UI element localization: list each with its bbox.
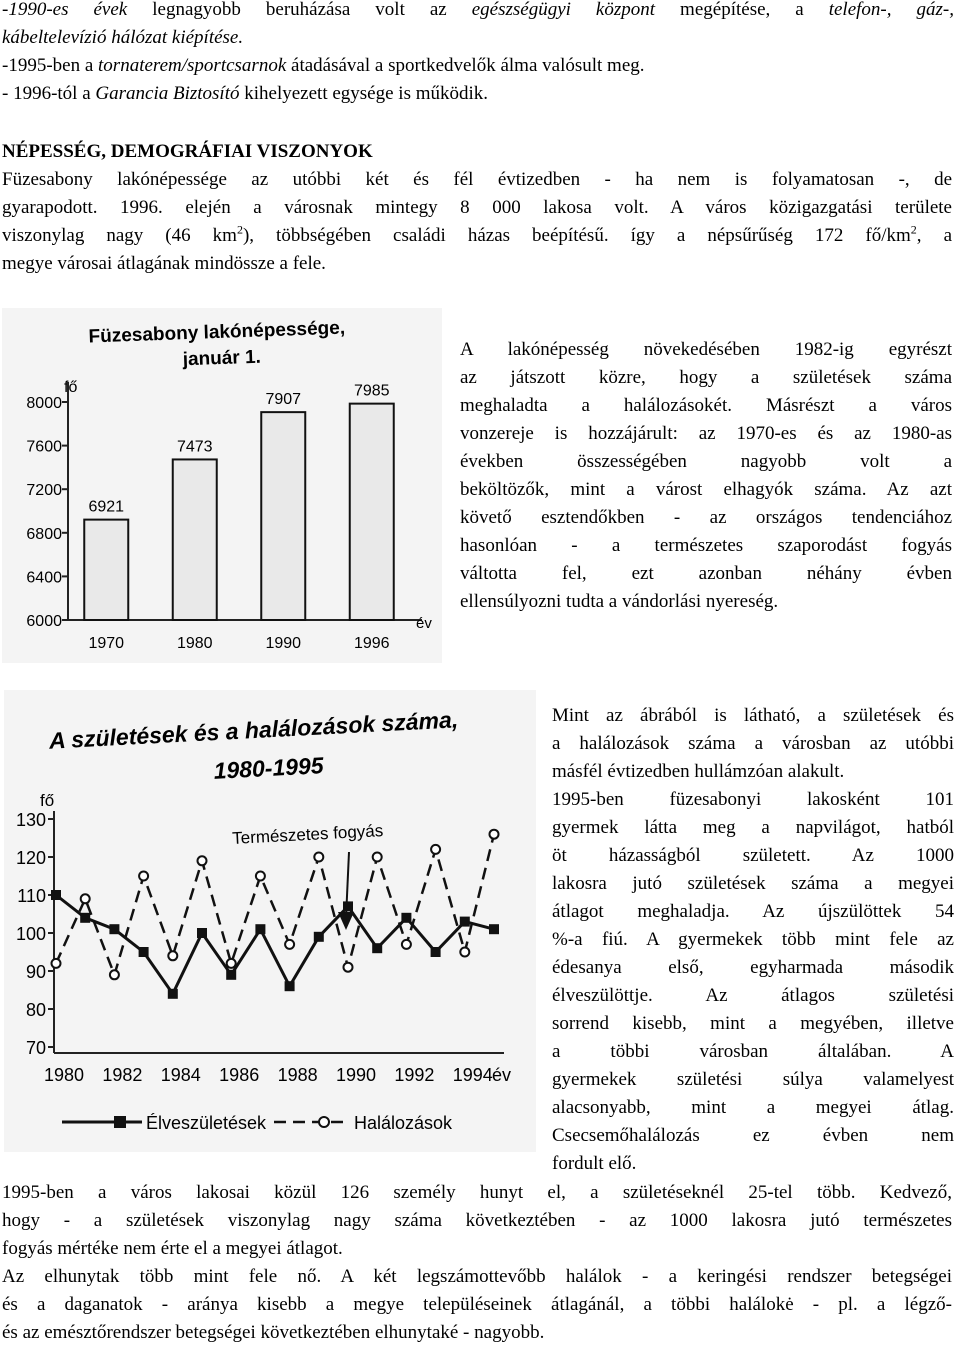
y-tick-label: 8000 bbox=[26, 395, 62, 412]
deaths-point bbox=[490, 830, 499, 839]
x-axis-label: év bbox=[492, 1065, 512, 1085]
intro-cable: kábeltelevízió hálózat kiépítése. bbox=[2, 27, 244, 48]
births-point bbox=[197, 928, 207, 938]
y-tick-label: 120 bbox=[15, 848, 46, 868]
births-point bbox=[168, 989, 178, 999]
bottom-paragraph-2 bbox=[2, 1263, 952, 1347]
para-line: gyermekek születési súlya valamelyest bbox=[552, 1069, 954, 1090]
x-tick-label: 1990 bbox=[265, 635, 302, 652]
intro-health-center: egészségügyi központ bbox=[471, 0, 656, 20]
births-point bbox=[226, 970, 236, 980]
births-point bbox=[51, 890, 61, 900]
births-point bbox=[372, 943, 382, 953]
births-point bbox=[285, 981, 295, 991]
deaths-point bbox=[460, 948, 469, 957]
x-tick-label: 1992 bbox=[394, 1065, 435, 1085]
births-point bbox=[314, 932, 324, 942]
para-line: 1995-ben a város lakosai közül 126 személy hunyt el, a születéseknél 25-tel több. Kedvező, bbox=[2, 1182, 952, 1203]
x-tick-label: 1986 bbox=[219, 1065, 260, 1085]
intro-line-4: - 1996-tól a Garancia Biztosító kihelyezett egysége is működik. bbox=[2, 83, 489, 104]
deaths-point bbox=[52, 959, 61, 968]
para-line: alacsonyabb, mint a megyei átlag. bbox=[552, 1097, 954, 1118]
deaths-point bbox=[198, 856, 207, 865]
y-tick-label: 100 bbox=[15, 924, 46, 944]
deaths-point bbox=[402, 940, 411, 949]
y-tick-label: 7200 bbox=[26, 482, 62, 500]
deaths-point bbox=[256, 872, 265, 881]
y-tick-label: 6400 bbox=[26, 569, 62, 587]
para-line: hasonlóan - a természetes szaporodást fogyás bbox=[460, 535, 952, 556]
x-tick-label: 1988 bbox=[277, 1065, 318, 1085]
intro-line-3: -1995-ben a tornaterem/sportcsarnok átadásával a sportkedvelők álma valósult meg. bbox=[2, 55, 645, 76]
population-chart bbox=[2, 308, 442, 663]
intro-text: legnagyobb beruházása volt az bbox=[127, 0, 472, 20]
legend-births-marker bbox=[114, 1116, 126, 1128]
para-line: hogy - a születések viszonylag nagy száma következtében - az 1000 lakosra jutó természetes bbox=[2, 1210, 952, 1231]
y-tick-label: 70 bbox=[25, 1038, 46, 1058]
bar bbox=[173, 459, 217, 620]
deaths-point bbox=[344, 963, 353, 972]
deaths-point bbox=[314, 853, 323, 862]
intro-line-1 bbox=[2, 0, 954, 24]
para-line: gyermek látta meg a napvilágot, hatból bbox=[552, 817, 954, 838]
births-point bbox=[80, 913, 90, 923]
para-line: viszonylag nagy (46 $km^2$), többségében családi házas beépítésű. így a népsűrűség 172 $fő/km^2$, a bbox=[2, 222, 953, 246]
births-point bbox=[343, 901, 353, 911]
intro-sports-hall: tornaterem/sportcsarnok bbox=[98, 55, 287, 76]
births-point bbox=[401, 913, 411, 923]
para-line: gyarapodott. 1996. elején a városnak mintegy 8 000 lakosa volt. A város közigazgatási területe bbox=[2, 197, 952, 218]
para-line: 1995-ben füzesabonyi lakosként 101 bbox=[552, 789, 954, 810]
deaths-point bbox=[431, 845, 440, 854]
para-line: Mint az ábrából is látható, a születések és bbox=[552, 705, 954, 726]
population-chart-svg bbox=[2, 308, 442, 663]
bar-value-label: 6921 bbox=[88, 498, 125, 516]
x-tick-label: 1990 bbox=[335, 1065, 377, 1085]
births-deaths-chart bbox=[4, 690, 536, 1152]
para-line: sorrend kisebb, mint a megyében, illetve bbox=[552, 1013, 954, 1034]
para-line: Az elhunytak több mint fele nő. A két legszámottevőbb halálok - a keringési rendszer betegségei bbox=[2, 1266, 952, 1287]
chart-subtitle: január 1. bbox=[182, 346, 262, 371]
y-tick-label: 7600 bbox=[26, 438, 62, 456]
para-line: beköltözők, mint a várost elhagyók száma. Az azt bbox=[460, 479, 952, 500]
deaths-point bbox=[139, 872, 148, 881]
bottom-paragraph-1 bbox=[2, 1179, 952, 1263]
deaths-point bbox=[373, 853, 382, 862]
y-tick-label: 80 bbox=[25, 1000, 46, 1020]
chart-subtitle: 1980-1995 bbox=[212, 752, 325, 784]
para-line: és az emésztőrendszer betegségei következtében elhunytaké - nagyobb. bbox=[2, 1322, 545, 1343]
legend-deaths-label: Halálozások bbox=[354, 1113, 453, 1133]
para-line: meghaladta a halálozásokét. Másrészt a város bbox=[460, 395, 952, 416]
x-axis-label: év bbox=[416, 615, 432, 632]
births-point bbox=[109, 924, 119, 934]
legend-births-label: Élveszületések bbox=[146, 1113, 267, 1133]
para-line: másfél évtizedben hullámzóan alakult. bbox=[552, 761, 845, 782]
bar-value-label: 7985 bbox=[353, 382, 390, 400]
para-line: években összességében nagyobb volt a bbox=[460, 451, 952, 472]
y-tick-label: 90 bbox=[25, 962, 46, 982]
y-tick-label: 6800 bbox=[26, 525, 62, 543]
x-tick-label: 1994 bbox=[452, 1065, 493, 1085]
x-tick-label: 1982 bbox=[102, 1065, 143, 1085]
intro-text: megépítése, a bbox=[655, 0, 829, 20]
bar bbox=[350, 404, 394, 620]
para-line: A lakónépesség növekedésében 1982-ig egyrészt bbox=[460, 339, 952, 360]
para-line: a halálozások száma a városban az utóbbi bbox=[552, 733, 954, 754]
deaths-point bbox=[81, 894, 90, 903]
bar bbox=[84, 520, 128, 620]
y-axis-label: fő bbox=[40, 791, 55, 810]
deaths-point bbox=[285, 940, 294, 949]
para-line: ellensúlyozni tudta a vándorlási nyereség. bbox=[460, 591, 779, 612]
annotation: Természetes fogyás bbox=[231, 821, 384, 848]
para-line: a többi városban általában. A bbox=[552, 1041, 954, 1062]
y-axis-label: fő bbox=[64, 379, 78, 396]
para-line: öt házasságból született. Az 1000 bbox=[552, 845, 954, 866]
births-deaths-chart-svg bbox=[4, 690, 536, 1152]
chart-title: A születések és a halálozások száma, bbox=[48, 706, 459, 754]
chart-title: Füzesabony lakónépessége, bbox=[88, 317, 346, 348]
deaths-point bbox=[227, 959, 236, 968]
births-point bbox=[139, 947, 149, 957]
chart2-paragraph bbox=[552, 702, 954, 1178]
y-tick-label: 110 bbox=[17, 886, 46, 906]
intro-utilities: telefon-, gáz-, bbox=[828, 0, 954, 20]
x-tick-label: 1984 bbox=[160, 1065, 201, 1085]
para-line: vonzereje is hozzájárult: az 1970-es és az 1980-as bbox=[460, 423, 952, 444]
intro-insurance: Garancia Biztosító bbox=[95, 83, 240, 104]
chart1-paragraph bbox=[460, 336, 952, 616]
para-line: édesanya első, egyharmada második bbox=[552, 957, 954, 978]
para-line: fogyás mértéke nem érte el a megyei átlagot. bbox=[2, 1238, 343, 1259]
series-line-deaths bbox=[56, 834, 494, 975]
bar bbox=[261, 412, 305, 620]
y-tick-label: 6000 bbox=[26, 613, 62, 630]
para-line: Csecsemőhalálozás ez évben nem bbox=[552, 1125, 954, 1146]
intro-90s: -1990-es évek bbox=[2, 0, 128, 20]
para-line: és a daganatok - aránya kisebb a megye településeinek átlagánál, a többi halálokė - pl. a légző- bbox=[2, 1294, 952, 1315]
y-tick-label: 130 bbox=[15, 810, 46, 830]
deaths-point bbox=[110, 970, 119, 979]
para-line: fordult elő. bbox=[552, 1153, 637, 1174]
x-tick-label: 1996 bbox=[353, 635, 390, 652]
para-line: Füzesabony lakónépessége az utóbbi két és fél évtizedben - ha nem is folyamatosan -, de bbox=[2, 169, 952, 190]
para-line: megye városai átlagának mindössze a fele. bbox=[2, 253, 326, 274]
intro-line-2 bbox=[2, 24, 954, 52]
x-tick-label: 1980 bbox=[43, 1065, 85, 1085]
x-tick-label: 1970 bbox=[88, 635, 125, 652]
births-point bbox=[255, 924, 265, 934]
para-line: %-a fiú. A gyermekek több mint fele az bbox=[552, 929, 954, 950]
births-point bbox=[489, 924, 499, 934]
deaths-point bbox=[168, 951, 177, 960]
section-heading: NÉPESSÉG, DEMOGRÁFIAI VISZONYOK bbox=[2, 141, 373, 162]
x-tick-label: 1980 bbox=[176, 635, 213, 652]
para-line: követő esztendőkben - az országos tendenciához bbox=[460, 507, 952, 528]
bar-value-label: 7473 bbox=[176, 438, 213, 456]
para-line: váltotta fel, ezt azonban néhány évben bbox=[460, 563, 952, 584]
bar-value-label: 7907 bbox=[265, 391, 302, 409]
population-paragraph bbox=[2, 166, 952, 278]
births-point bbox=[460, 917, 470, 927]
para-line: átlagot meghaladja. Az újszülöttek 54 bbox=[552, 901, 954, 922]
para-line: lakosra jutó születések száma a megyei bbox=[552, 873, 954, 894]
para-line: az játszott közre, hogy a születések száma bbox=[460, 367, 952, 388]
births-point bbox=[431, 947, 441, 957]
para-line: élveszülöttje. Az átlagos születési bbox=[552, 985, 954, 1006]
legend-deaths-marker bbox=[319, 1117, 329, 1127]
